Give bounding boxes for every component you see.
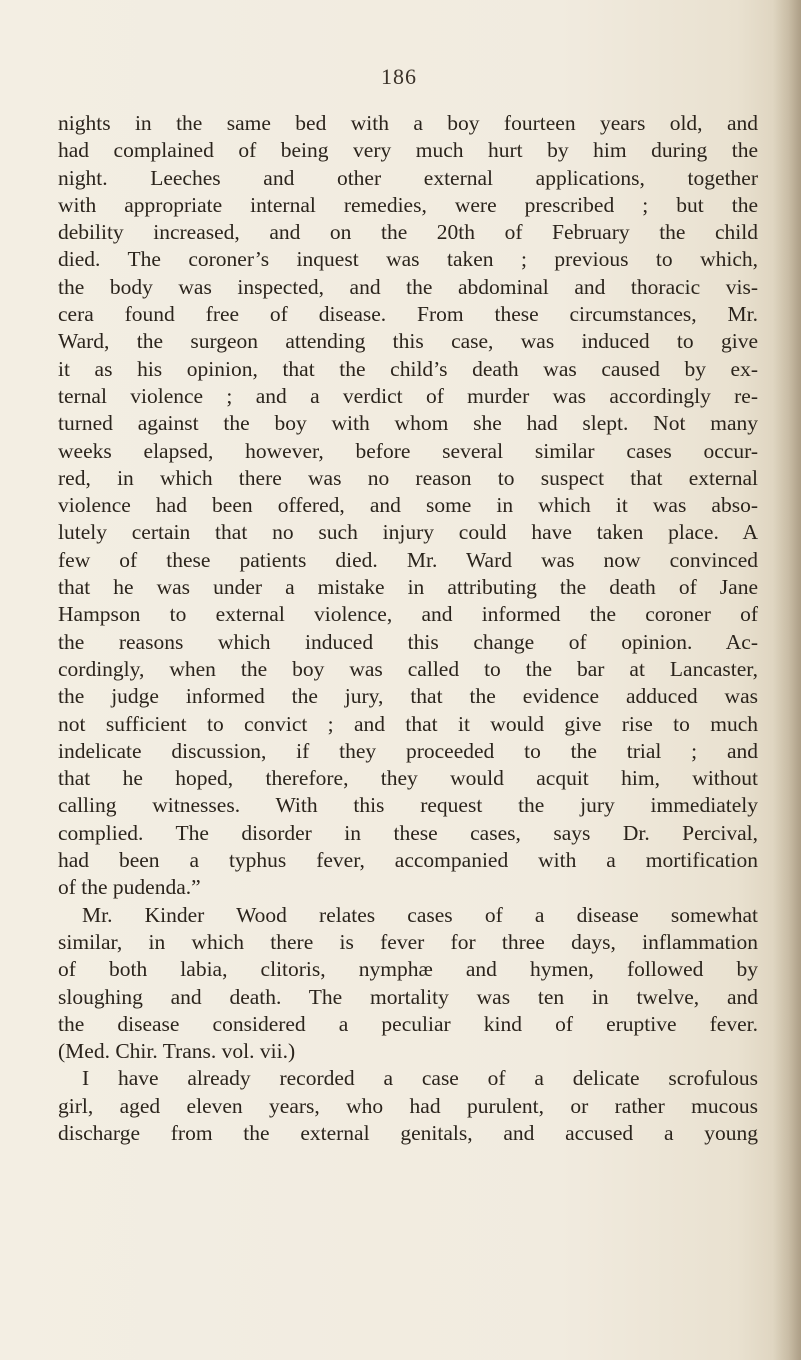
text-line: cera found free of disease. From these circumstances, Mr. xyxy=(58,302,758,327)
text-line: Hampson to external violence, and informed the coroner of xyxy=(58,602,758,627)
text-line: the reasons which induced this change of opinion. Ac- xyxy=(58,629,758,654)
text-line: I have already recorded a case of a delicate scrofulous xyxy=(82,1066,758,1091)
text-line: the disease considered a peculiar kind of eruptive fever. xyxy=(58,1011,758,1036)
page-binding-edge xyxy=(773,0,801,1360)
text-line: ternal violence ; and a verdict of murder was accordingly re- xyxy=(58,383,758,408)
text-line: that he hoped, therefore, they would acquit him, without xyxy=(58,766,758,791)
page-number: 186 xyxy=(381,64,417,89)
text-line: of the pudenda.” xyxy=(58,875,201,900)
text-line: it as his opinion, that the child’s death was caused by ex- xyxy=(58,356,758,381)
text-line: girl, aged eleven years, who had purulent, or rather mucous xyxy=(58,1093,758,1118)
text-line: died. The coroner’s inquest was taken ; previous to which, xyxy=(58,247,758,272)
text-line: that he was under a mistake in attributing the death of Jane xyxy=(58,575,758,600)
text-line: calling witnesses. With this request the jury immediately xyxy=(58,793,758,818)
text-line: (Med. Chir. Trans. vol. vii.) xyxy=(58,1039,296,1064)
text-line: not sufficient to convict ; and that it would give rise to much xyxy=(58,711,758,736)
text-line: red, in which there was no reason to suspect that external xyxy=(58,465,758,490)
text-line: of both labia, clitoris, nymphæ and hymen, followed by xyxy=(58,957,758,982)
text-line: with appropriate internal remedies, were prescribed ; but the xyxy=(58,192,758,217)
text-line: discharge from the external genitals, and accused a young xyxy=(58,1120,758,1145)
text-line: similar, in which there is fever for three days, inflammation xyxy=(58,929,758,954)
text-line: indelicate discussion, if they proceeded to the trial ; and xyxy=(58,738,758,763)
text-line: nights in the same bed with a boy fourteen years old, and xyxy=(58,111,758,135)
text-line: sloughing and death. The mortality was ten in twelve, and xyxy=(58,984,758,1009)
body-text xyxy=(58,110,758,1147)
text-line: the body was inspected, and the abdominal and thoracic vis- xyxy=(58,274,758,299)
text-line: few of these patients died. Mr. Ward was now convinced xyxy=(58,547,758,572)
text-line: turned against the boy with whom she had slept. Not many xyxy=(58,411,758,436)
text-line: weeks elapsed, however, before several similar cases occur- xyxy=(58,438,758,463)
text-line: night. Leeches and other external applications, together xyxy=(58,165,758,190)
text-line: cordingly, when the boy was called to the bar at Lancaster, xyxy=(58,656,758,681)
text-line: complied. The disorder in these cases, says Dr. Percival, xyxy=(58,820,758,845)
text-line: violence had been offered, and some in which it was abso- xyxy=(58,493,758,518)
text-line: Mr. Kinder Wood relates cases of a disease somewhat xyxy=(82,902,758,927)
text-line: lutely certain that no such injury could have taken place. A xyxy=(58,520,758,545)
text-line: Ward, the surgeon attending this case, was induced to give xyxy=(58,329,758,354)
text-line: debility increased, and on the 20th of February the child xyxy=(58,220,758,245)
text-line: the judge informed the jury, that the evidence adduced was xyxy=(58,684,758,709)
text-line: had complained of being very much hurt by him during the xyxy=(58,138,758,163)
text-line: had been a typhus fever, accompanied with a mortification xyxy=(58,848,758,873)
